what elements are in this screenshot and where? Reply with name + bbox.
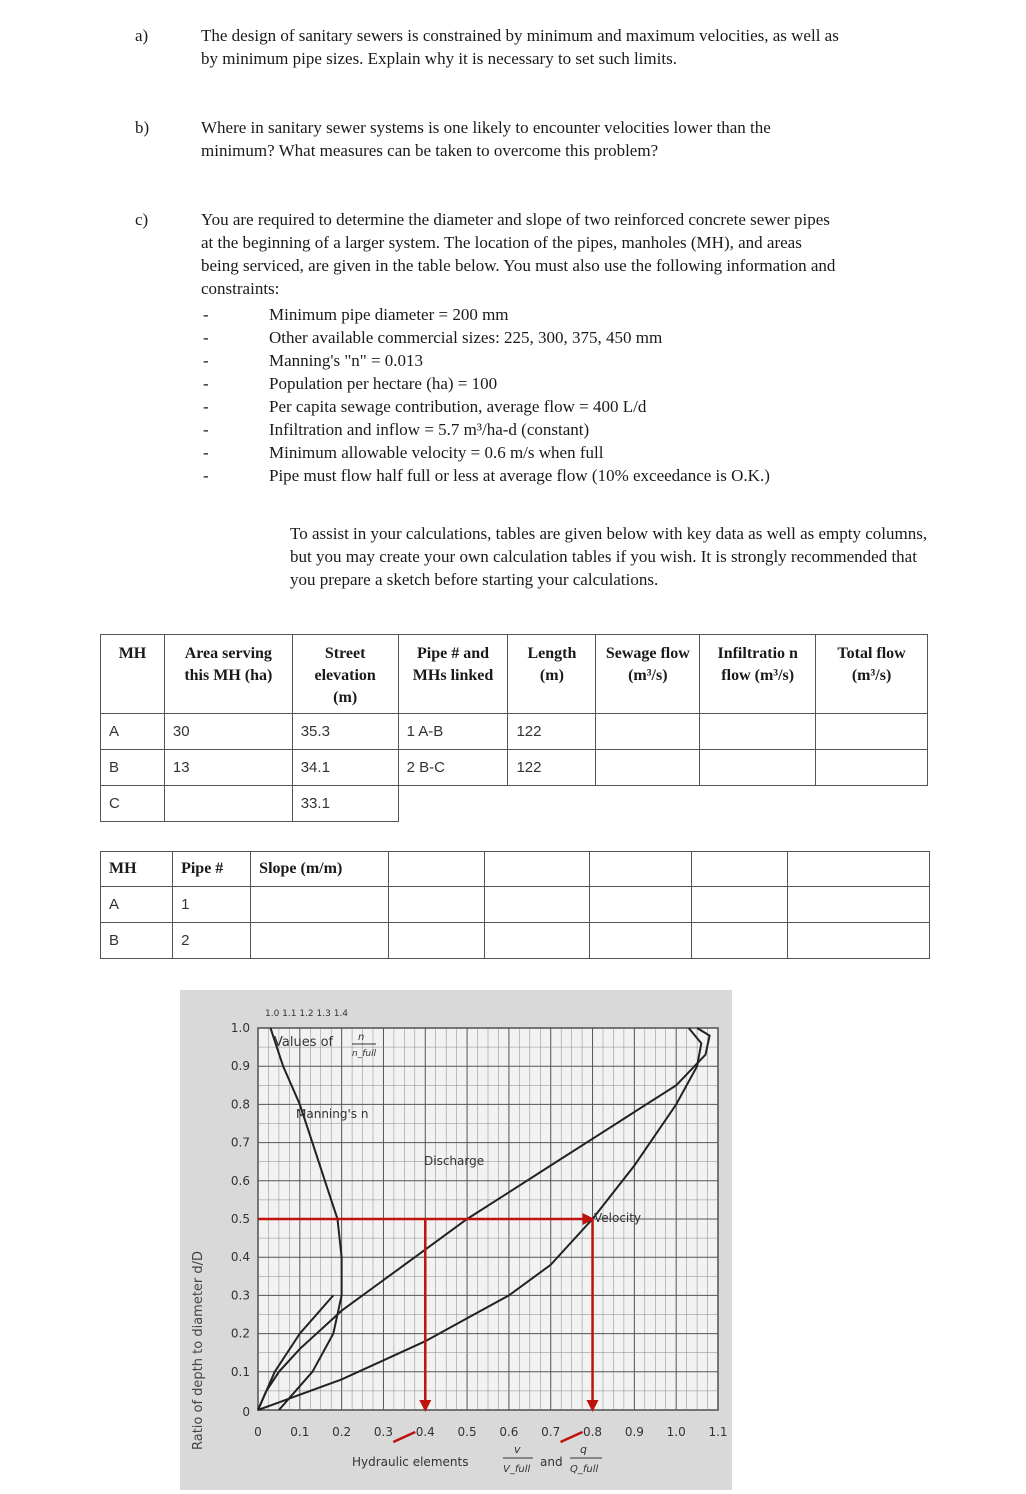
column-header: MH [101, 852, 173, 887]
constraint-text: Manning's "n" = 0.013 [269, 351, 424, 370]
top-tick-labels: 1.0 1.1 1.2 1.3 1.4 [265, 1009, 349, 1019]
table-cell: 2 B-C [398, 750, 508, 786]
table-cell: 122 [508, 714, 596, 750]
velocity-label: Velocity [594, 1211, 642, 1225]
constraint-text: Pipe must flow half full or less at average flow (10% exceedance is O.K.) [269, 466, 770, 485]
x-tick-label: 0.1 [290, 1425, 310, 1439]
x-tick-label: 1.0 [666, 1425, 686, 1439]
y-tick-label: 0.2 [230, 1326, 250, 1341]
x-axis-and: and [540, 1455, 563, 1469]
table-cell: A [101, 887, 173, 923]
x-tick-label: 0 [254, 1425, 262, 1439]
slope-table [100, 851, 930, 959]
table-cell [251, 887, 389, 923]
table-cell [596, 714, 700, 750]
question-c-label: c) [135, 210, 149, 229]
table-cell [389, 923, 485, 959]
table-cell [700, 750, 816, 786]
table-header-row [101, 635, 928, 714]
table-cell [596, 786, 700, 822]
n-ratio-denominator: n_full [352, 1049, 377, 1059]
y-tick-label: 0.7 [230, 1135, 250, 1150]
question-b-label: b) [135, 118, 150, 137]
table-cell: C [101, 786, 165, 822]
mannings-n-label: Manning's n [296, 1107, 369, 1121]
question-a-text: The design of sanitary sewers is constrained by minimum and maximum velocities, as well as by minimum pipe sizes. Explain why it is necessary to set such limits. [201, 26, 839, 68]
table-row [101, 887, 930, 923]
column-header: Sewage flow (m³/s) [596, 635, 700, 714]
column-header: Length (m) [508, 635, 596, 714]
column-header [691, 852, 787, 887]
x-tick-label: 0.9 [624, 1425, 644, 1439]
table-cell: B [101, 750, 165, 786]
column-header [787, 852, 929, 887]
table-cell [816, 750, 928, 786]
hydraulic-elements-chart [180, 990, 732, 1490]
y-tick-label: 0.6 [230, 1173, 250, 1188]
constraint-text: Per capita sewage contribution, average flow = 400 L/d [269, 397, 647, 416]
x-tick-label: 0.2 [332, 1425, 352, 1439]
x-tick-label: 0.8 [582, 1425, 603, 1439]
constraint-text: Infiltration and inflow = 5.7 m³/ha-d (constant) [269, 420, 590, 439]
table-header-row [101, 852, 930, 887]
table-cell [508, 786, 596, 822]
table-cell [164, 786, 292, 822]
table-cell [589, 923, 691, 959]
table-cell [485, 887, 589, 923]
table-cell: 30 [164, 714, 292, 750]
data-table [100, 634, 928, 822]
column-header: MH [101, 635, 165, 714]
y-tick-label: 1.0 [230, 1021, 250, 1035]
table-cell [485, 923, 589, 959]
constraint-text: Population per hectare (ha) = 100 [269, 374, 498, 393]
constraint-text: Minimum pipe diameter = 200 mm [269, 305, 509, 324]
y-axis-label: Ratio of depth to diameter d/D [191, 1250, 206, 1450]
x-axis-frac2-num: q [580, 1443, 587, 1456]
table-cell [596, 750, 700, 786]
column-header: Pipe # [173, 852, 251, 887]
table-cell [691, 887, 787, 923]
table-cell: 2 [173, 923, 251, 959]
values-of-label: Values of [274, 1035, 334, 1050]
y-tick-label: 0.9 [230, 1059, 250, 1074]
y-tick-label: 0.3 [230, 1288, 250, 1303]
y-tick-label: 0.4 [230, 1250, 250, 1265]
table-cell [816, 786, 928, 822]
table-cell [589, 887, 691, 923]
table-cell: 34.1 [292, 750, 398, 786]
table-cell [251, 923, 389, 959]
table-cell: 35.3 [292, 714, 398, 750]
n-ratio-numerator: n [358, 1032, 365, 1043]
y-tick-label: 0 [242, 1405, 250, 1419]
question-b-text: Where in sanitary sewer systems is one likely to encounter velocities lower than the minimum? What measures can be taken to overcome this problem? [201, 118, 771, 160]
x-axis-label-prefix: Hydraulic elements [352, 1455, 469, 1469]
column-header: Pipe # and MHs linked [398, 635, 508, 714]
x-axis-frac2-den: Q_full [570, 1464, 599, 1475]
question-c-text: You are required to determine the diameter and slope of two reinforced concrete sewer pipes at the beginning of a larger system. The location of the pipes, manholes (MH), and areas being serviced, are given in the table below. You must also use the following information and constraints: [201, 210, 836, 298]
column-header: Area serving this MH (ha) [164, 635, 292, 714]
table-cell [700, 786, 816, 822]
constraint-text: Minimum allowable velocity = 0.6 m/s when full [269, 443, 604, 462]
table-row [101, 923, 930, 959]
constraint-text: Other available commercial sizes: 225, 300, 375, 450 mm [269, 328, 663, 347]
table-cell [700, 714, 816, 750]
table-cell [389, 887, 485, 923]
table-cell [816, 714, 928, 750]
column-header: Street elevation (m) [292, 635, 398, 714]
x-tick-label: 0.5 [457, 1425, 477, 1439]
x-tick-label: 1.1 [708, 1425, 728, 1439]
y-tick-label: 0.5 [230, 1212, 250, 1226]
column-header [485, 852, 589, 887]
table-cell [787, 923, 929, 959]
table-cell: 13 [164, 750, 292, 786]
table-cell: B [101, 923, 173, 959]
x-tick-label: 0.3 [373, 1425, 394, 1439]
table-cell [691, 923, 787, 959]
table-row [101, 714, 928, 750]
table-cell: A [101, 714, 165, 750]
column-header: Slope (m/m) [251, 852, 389, 887]
table-cell [787, 887, 929, 923]
y-tick-label: 0.1 [230, 1364, 250, 1379]
question-a-label: a) [135, 26, 149, 45]
column-header: Infiltratio n flow (m³/s) [700, 635, 816, 714]
table-cell [398, 786, 508, 822]
assist-paragraph: To assist in your calculations, tables are given below with key data as well as empty columns, but you may create your own calculation tables if you wish. It is strongly recommended that you prepare a sketch before starting your calculations. [290, 524, 928, 589]
column-header [389, 852, 485, 887]
table-row [101, 750, 928, 786]
y-tick-label: 0.8 [230, 1097, 250, 1112]
column-header: Total flow (m³/s) [816, 635, 928, 714]
x-axis-frac1-num: v [514, 1443, 521, 1456]
table-cell: 1 [173, 887, 251, 923]
x-tick-label: 0.7 [541, 1425, 561, 1439]
table-cell: 33.1 [292, 786, 398, 822]
table-row [101, 786, 928, 822]
x-tick-label: 0.6 [499, 1425, 519, 1439]
x-axis-frac1-den: V_full [503, 1464, 531, 1475]
discharge-label: Discharge [424, 1154, 485, 1168]
column-header [589, 852, 691, 887]
x-tick-label: 0.4 [415, 1425, 435, 1439]
table-cell: 122 [508, 750, 596, 786]
table-cell: 1 A-B [398, 714, 508, 750]
